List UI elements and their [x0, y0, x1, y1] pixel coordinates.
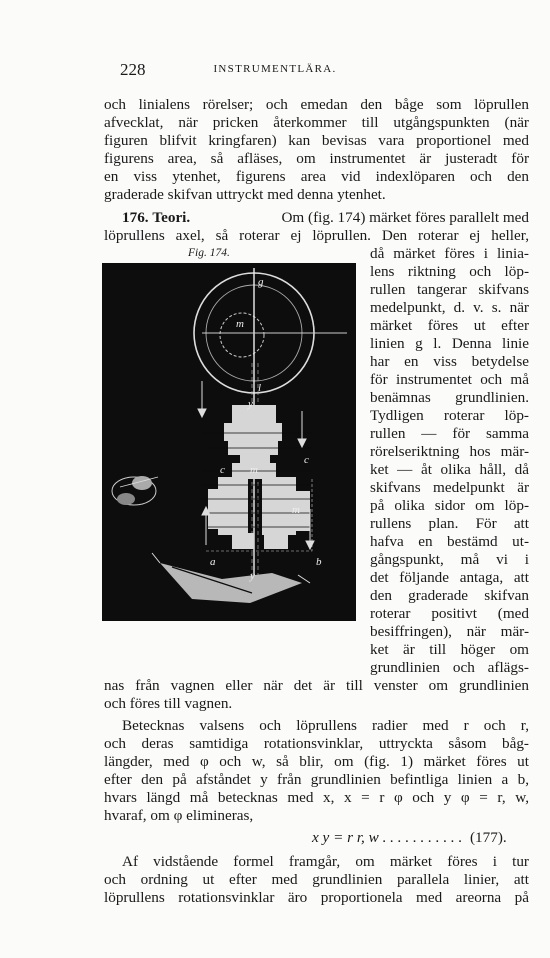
text-line: figuren blifvit kringfaren) kan bevisas vara proportionel med: [104, 132, 529, 149]
figure-label: y: [248, 398, 253, 410]
text-line: Af vidstående formel framgår, om märket föres i tur: [122, 853, 529, 870]
text-line: och föres till vagnen.: [104, 695, 233, 712]
text-line: den graderade skifvan: [370, 587, 529, 604]
section-title: Teori.: [152, 209, 191, 226]
figure-label: m: [292, 504, 300, 516]
figure-caption: Fig. 174.: [188, 247, 230, 259]
text-line: hvars längd må betecknas med x, x = r φ och y φ = r, w,: [104, 789, 529, 806]
figure-drawing: [102, 263, 356, 621]
figure-label: g: [258, 276, 264, 288]
figure-label: m: [236, 318, 244, 330]
text-line: nas från vagnen eller när det är till venster om grundlinien: [104, 677, 529, 694]
text-line: medelpunkt, d. v. s. när: [370, 299, 529, 316]
running-head: INSTRUMENTLÄRA.: [213, 63, 337, 75]
text-line: rullen tangerar skifvans: [370, 281, 529, 298]
text-line: då märket föres i linia-: [370, 245, 529, 262]
figure-label: l: [258, 382, 262, 394]
text-line: rullens plan. För att: [370, 515, 529, 532]
text-line: rörelseriktning hos mär-: [370, 443, 529, 460]
text-line: graderade skifvan uttryckt med denna ytenhet.: [104, 186, 386, 203]
equation: x y = r r, w . . . . . . . . . . .: [312, 829, 463, 846]
text-line: linien g l. Denna linie: [370, 335, 529, 352]
figure-label: m: [250, 464, 258, 476]
section-heading-line: [122, 209, 529, 227]
text-line: gångspunkt, må vi i: [370, 551, 529, 568]
text-line: rullen — för samma: [370, 425, 529, 442]
text-line: lens riktning och löp-: [370, 263, 529, 280]
text-line: löprullens rotationsvinklar äro proportionela med areorna på: [104, 889, 529, 906]
text-line: på olika sidor om löp-: [370, 497, 529, 514]
text-line: efter den på afståndet y från grundlinien befintliga linien a b,: [104, 771, 529, 788]
text-line: besiffringen), när mär-: [370, 623, 529, 640]
text-line: figurens area, så afläses, om instrumentet är justeradt för: [104, 150, 529, 167]
text-line: och ordning ut efter med grundlinien parallela linier, att: [104, 871, 529, 888]
text-line: roterar positivt (med: [370, 605, 529, 622]
figure-label: c: [304, 454, 309, 466]
text-line: ket — åt olika håll, då: [370, 461, 529, 478]
text-line: hafva en bestämd ut-: [370, 533, 529, 550]
text-line: löprullens axel, så roterar ej löprullen. Den roterar ej heller,: [104, 227, 529, 244]
text-line: skifvans medelpunkt är: [370, 479, 529, 496]
text-line: och linialens rörelser; och emedan den båge som löprullen: [104, 96, 529, 113]
text-segment: Om (fig. 174) märket föres parallelt med: [281, 209, 529, 226]
page-number: 228: [120, 60, 146, 79]
text-line: det följande antaga, att: [370, 569, 529, 586]
figure-label: a: [210, 556, 216, 568]
figure-label: y: [250, 570, 255, 582]
text-line: Betecknas valsens och löprullens radier med r och r,: [122, 717, 529, 734]
text-line: Tydligen roterar löp-: [370, 407, 529, 424]
text-line: grundlinien och aflägs-: [370, 659, 529, 676]
figure-174-engraving: [102, 263, 356, 621]
equation-number: (177).: [470, 829, 507, 846]
text-line: benämnas grundlinien.: [370, 389, 529, 406]
text-line: har en viss betydelse: [370, 353, 529, 370]
text-line: hvaraf, om φ elimineras,: [104, 807, 254, 824]
text-line: för instrumentet och må: [370, 371, 529, 388]
text-line: afvecklat, när pricken återkommer till utgångspunkten (när: [104, 114, 529, 131]
text-line: ket är till höger om: [370, 641, 529, 658]
figure-label: b: [316, 556, 322, 568]
text-line: och deras samtidiga rotationsvinklar, uttryckta såsom båg-: [104, 735, 529, 752]
figure-label: c: [220, 464, 225, 476]
text-line: en viss ytenhet, figurens area vid indexlöparen och den: [104, 168, 529, 185]
page-header: [0, 60, 550, 80]
text-line: märket föres ut efter: [370, 317, 529, 334]
section-number: 176.: [122, 209, 149, 226]
text-line: längder, med φ och w, så blir, om (fig. 1) märket föres ut: [104, 753, 529, 770]
